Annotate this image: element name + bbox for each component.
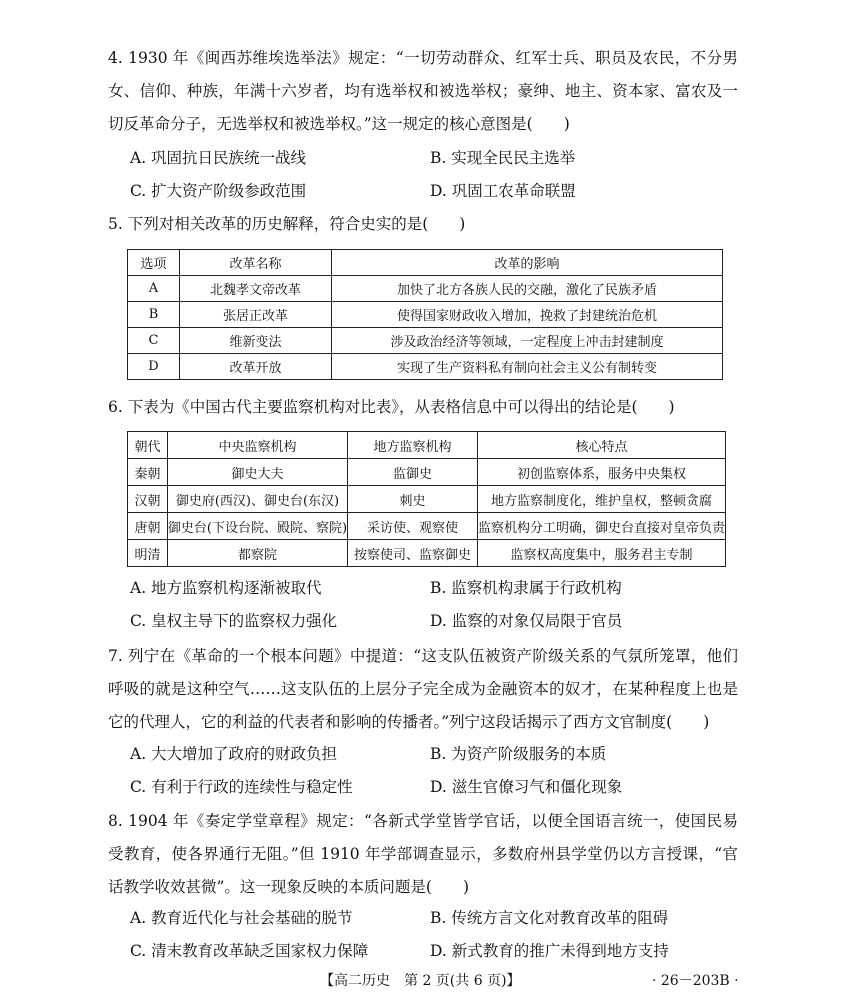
table-cell: 使得国家财政收入增加，挽救了封建统治危机: [332, 302, 723, 328]
table-cell: 地方监察制度化，维护皇权，整顿贪腐: [477, 486, 725, 513]
question-6: [108, 391, 738, 424]
table-cell: 北魏孝文帝改革: [180, 276, 332, 302]
table-cell: 采访使、观察使: [348, 513, 478, 540]
table-cell: 改革开放: [180, 354, 332, 380]
q6-option-b: B. 监察机构隶属于行政机构: [430, 579, 622, 597]
table-header: 改革名称: [180, 250, 332, 276]
question-8-options: [130, 902, 730, 968]
q8-option-b: B. 传统方言文化对教育改革的阻碍: [430, 909, 669, 927]
question-4-options: [130, 142, 730, 208]
q7-option-a: A. 大大增加了政府的财政负担: [130, 745, 338, 763]
table-cell: 御史台(下设台院、殿院、察院): [167, 513, 347, 540]
question-7-options: [130, 738, 730, 804]
exam-code: · 26－203B ·: [652, 973, 739, 989]
q4-option-a: A. 巩固抗日民族统一战线: [130, 149, 307, 167]
question-4-stem: 4. 1930 年《闽西苏维埃选举法》规定：“一切劳动群众、红军士兵、职员及农民，不分男女、信仰、种族，年满十六岁者，均有选举权和被选举权；豪绅、地主、资本家、富农及一切反革命分子，无选举权和被选举权。”这一规定的核心意图是( ): [108, 49, 738, 133]
table-cell: 监御史: [348, 459, 478, 486]
table-cell: 加快了北方各族人民的交融，激化了民族矛盾: [332, 276, 723, 302]
table-cell: C: [128, 328, 180, 354]
q4-option-d: D. 巩固工农革命联盟: [430, 182, 576, 200]
q8-option-a: A. 教育近代化与社会基础的脱节: [130, 909, 353, 927]
table-header: 中央监察机构: [167, 432, 347, 459]
table-cell: 初创监察体系，服务中央集权: [477, 459, 725, 486]
q6-option-c: C. 皇权主导下的监察权力强化: [130, 612, 338, 630]
table-cell: 秦朝: [128, 459, 168, 486]
table-cell: 实现了生产资料私有制向社会主义公有制转变: [332, 354, 723, 380]
question-6-options: [130, 572, 730, 638]
question-7: [108, 640, 738, 739]
table-row: [128, 276, 723, 302]
table-header: 选项: [128, 250, 180, 276]
supervision-table: [127, 431, 726, 567]
table-cell: 明清: [128, 540, 168, 567]
q6-option-d: D. 监察的对象仅局限于官员: [430, 612, 623, 630]
question-8: [108, 805, 738, 904]
question-7-stem: 7. 列宁在《革命的一个根本问题》中提道：“这支队伍被资产阶级关系的气氛所笼罩，他们呼吸的就是这种空气……这支队伍的上层分子完全成为金融资本的奴才，在某种程度上也是它的代理人，它的利益的代表者和影响的传播者。”列宁这段话揭示了西方文官制度( ): [108, 647, 738, 731]
table-cell: B: [128, 302, 180, 328]
table-cell: 刺史: [348, 486, 478, 513]
q6-option-a: A. 地方监察机构逐渐被取代: [130, 579, 322, 597]
q4-option-b: B. 实现全民民主选举: [430, 149, 576, 167]
question-8-stem: 8. 1904 年《奏定学堂章程》规定：“各新式学堂皆学官话，以便全国语言统一，使国民易受教育，使各界通行无阻。”但 1910 年学部调查显示，多数府州县学堂仍以方言授课，“官话教学收效甚微”。这一现象反映的本质问题是( ): [108, 812, 738, 896]
question-5-stem: 5. 下列对相关改革的历史解释，符合史实的是( ): [108, 215, 466, 233]
table-row: [128, 486, 726, 513]
q7-option-b: B. 为资产阶级服务的本质: [430, 745, 607, 763]
table-cell: 都察院: [167, 540, 347, 567]
table-row: [128, 354, 723, 380]
table-cell: 唐朝: [128, 513, 168, 540]
question-5: [108, 208, 738, 241]
q4-option-c: C. 扩大资产阶级参政范围: [130, 182, 307, 200]
q7-option-d: D. 滋生官僚习气和僵化现象: [430, 778, 623, 796]
table-cell: 汉朝: [128, 486, 168, 513]
table-header: 朝代: [128, 432, 168, 459]
table-header: 改革的影响: [332, 250, 723, 276]
table-header: 地方监察机构: [348, 432, 478, 459]
q7-option-c: C. 有利于行政的连续性与稳定性: [130, 778, 353, 796]
table-header-row: [128, 250, 723, 276]
question-4: [108, 42, 738, 141]
table-row: [128, 302, 723, 328]
q8-option-c: C. 清末教育改革缺乏国家权力保障: [130, 942, 369, 960]
table-cell: 御史府(西汉)、御史台(东汉): [167, 486, 347, 513]
table-cell: 监察机构分工明确，御史台直接对皇帝负责: [477, 513, 725, 540]
table-cell: 御史大夫: [167, 459, 347, 486]
reform-table: [127, 249, 723, 380]
table-cell: 张居正改革: [180, 302, 332, 328]
table-header: 核心特点: [477, 432, 725, 459]
table-cell: D: [128, 354, 180, 380]
table-header-row: [128, 432, 726, 459]
table-row: [128, 459, 726, 486]
table-cell: 维新变法: [180, 328, 332, 354]
table-cell: A: [128, 276, 180, 302]
table-cell: 按察使司、监察御史: [348, 540, 478, 567]
table-cell: 涉及政治经济等领域，一定程度上冲击封建制度: [332, 328, 723, 354]
table-row: [128, 513, 726, 540]
q8-option-d: D. 新式教育的推广未得到地方支持: [430, 942, 669, 960]
table-cell: 监察权高度集中，服务君主专制: [477, 540, 725, 567]
table-row: [128, 328, 723, 354]
table-row: [128, 540, 726, 567]
question-6-stem: 6. 下表为《中国古代主要监察机构对比表》，从表格信息中可以得出的结论是( ): [108, 398, 675, 416]
page-number: 【高二历史 第 2 页(共 6 页)】: [320, 973, 521, 989]
